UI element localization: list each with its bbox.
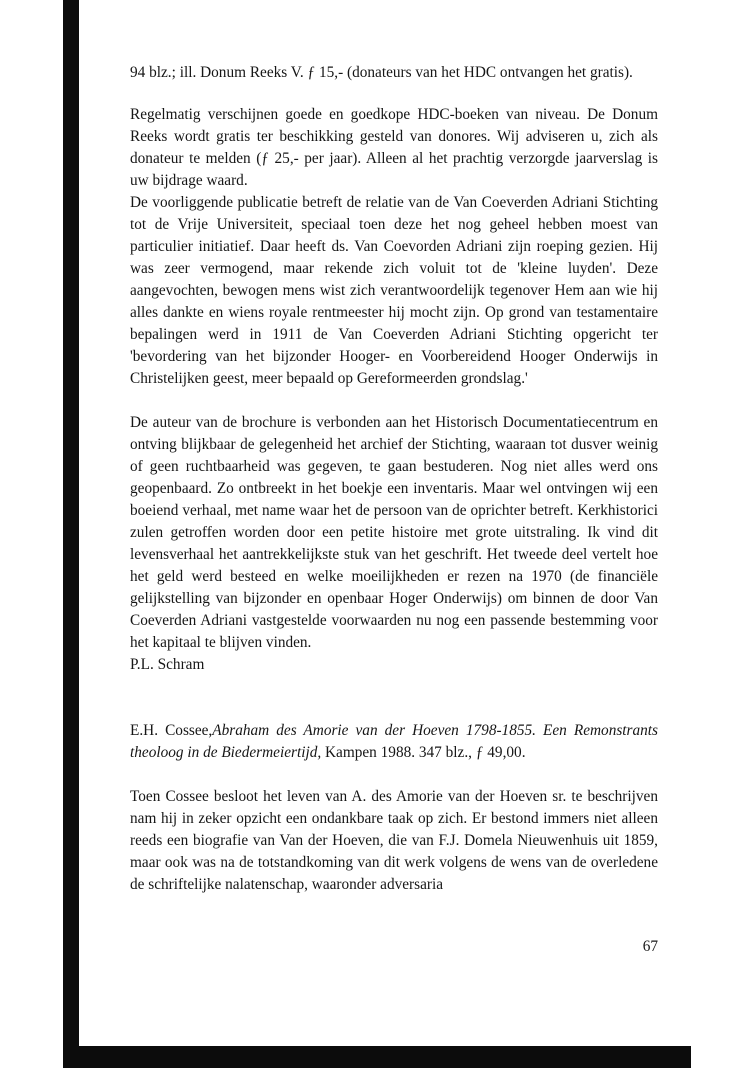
review-book-title: Abraham des Amorie van der Hoeven 1798-1855. Een Remonstrants theoloog in de Biedermeiertijd, — [130, 722, 659, 761]
paragraph-author-brochure: De auteur van de brochure is verbonden aan het Historisch Documentatiecentrum en ontving blijkbaar de gelegenheid het archief der Stichting, waaraan tot dusver weinig of geen ruchtbaarheid was gegeven, te gaan bestuderen. Nog niet alles werd ons geopenbaard. Zo ontbreekt in het boekje een inventaris. Maar wel ontvingen wij een boeiend verhaal, met name waar het de persoon van de oprichter betreft. Kerkhistorici zulen getroffen worden door een petite histoire met grote uitstraling. Ik vind dit levensverhaal het aantrekkelijkste stuk van het geschrift. Het tweede deel vertelt hoe het geld werd besteed en welke moeilijkheden er rezen na 1970 (de financiële gelijkstelling van bijzonder en openbaar Hoger Onderwijs) om binnen de door Van Coeverden Adriani vastgestelde voorwaarden nu nog een passende bestemming voor het kapitaal te blijven vinden. — [130, 414, 658, 651]
bottom-black-border — [63, 1046, 691, 1068]
paragraph-cossee-review: Toen Cossee besloot het leven van A. des Amorie van der Hoeven sr. te beschrijven nam hij in zeker opzicht een ondankbare taak op zich. Er bestond immers niet alleen reeds een biografie van Van der Hoeven, die van F.J. Domela Nieuwenhuis uit 1859, maar ook was na de totstandkoming van dit werk volgens de wens van de overledene de schriftelijke nalatenschap, waaronder adversaria — [130, 788, 658, 893]
paragraph-donum-reeks: Regelmatig verschijnen goede en goedkope HDC-boeken van niveau. De Donum Reeks wordt gratis ter beschikking gesteld van donores. Wij adviseren u, zich als donateur te melden (ƒ 25,- per jaar). Alleen al het prachtig verzorgde jaarverslag is uw bijdrage waard. — [130, 106, 658, 189]
review-publication-info: Kampen 1988. 347 blz., ƒ 49,00. — [321, 744, 526, 761]
review-heading — [130, 720, 658, 764]
page-number: 67 — [642, 938, 658, 955]
reviewer-signature: P.L. Schram — [130, 656, 205, 673]
page-content — [130, 62, 658, 896]
paragraph-publication-relation: De voorliggende publicatie betreft de relatie van de Van Coeverden Adriani Stichting tot de Vrije Universiteit, speciaal toen deze het nog geheel hebben moest van particulier initiatief. Daar heeft ds. Van Coevorden Adriani zijn roeping gezien. Hij was zeer vermogend, maar rekende zich voluit tot de 'kleine luyden'. Deze aangevochten, bewogen mens wist zich verantwoordelijk tegenover Hem aan wie hij alles dankte en wiens royale rentmeester hij mocht zijn. Op grond van testamentaire bepalingen werd in 1911 de Van Coeverden Adriani Stichting opgericht ter 'bevordering van het bijzonder Hooger- en Voorbereidend Hooger Onderwijs in Christelijken geest, meer bepaald op Gereformeerden grondslag.' — [130, 194, 658, 387]
left-black-border — [63, 0, 79, 1068]
intro-line: 94 blz.; ill. Donum Reeks V. ƒ 15,- (donateurs van het HDC ontvangen het gratis). — [130, 64, 633, 81]
review-author: E.H. Cossee, — [130, 722, 213, 739]
